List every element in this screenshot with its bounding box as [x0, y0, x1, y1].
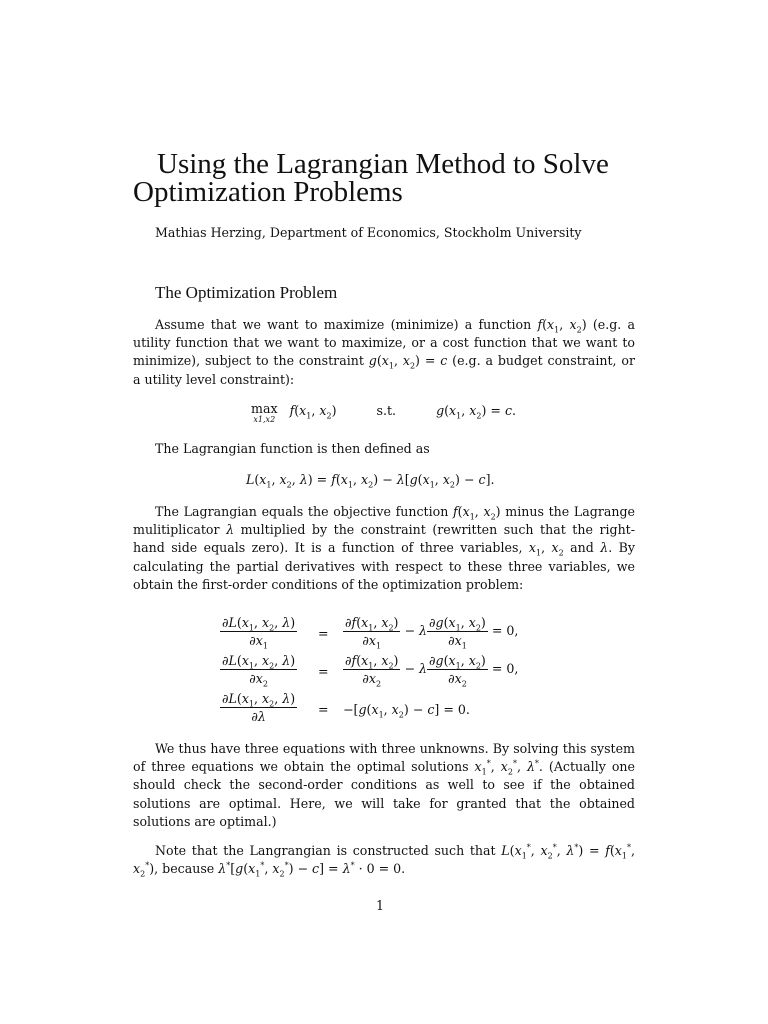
foc-row-3: $\frac{\partial L(x_1, x_2, \lambda)}{\partial\lambda}$ — [222, 691, 296, 724]
author-line: Mathias Herzing, Department of Economics, Stockholm University — [155, 225, 582, 240]
title-line-2: Optimization Problems — [133, 176, 403, 208]
paragraph-3: The Lagrangian equals the objective function $f(x_1$, $x_2$) minus the Lagrange mulitiplicator λ multiplied by the constraint (rewritten such that the right-hand side equals zero). It is a function of three variables, $x_1$, $x_2$ and λ. By calculating the partial derivatives with respect to these three variables, we obtain the first-order conditions of the optimization problem: — [133, 504, 635, 592]
document-page: Using the Lagrangian Method to Solve Optimization Problems Mathias Herzing, Department of Economics, Stockholm University The Optimization Problem Assume that we want to maximize (minimize) a function $f(x_1$, $x_2$) (e.g. a utility function that we want to maximize, or a cost function that we want to minimize), subject to the constraint $g(x_1$, $x_2) = c$ (e.g. a budget constraint, or a utility level constraint): max x1,x2 $f(x_1$, $x_2$) s.t. $g(x_1$, $x_2) = c$. The Lagrangian function is then defined as $L(x_1$, $x_2$, $\lambda) = f(x_1$, $x_2) - \lambda[g(x_1$, $x_2) - c$]. The Lagrangian equals the objective function $f(x_1$, $x_2$) minus the Lagrange mulitiplicator λ multiplied by the constraint (rewritten such that the right-hand side equals zero). It is a function of three variables, $x_1$, $x_2$ and λ. By calculating the partial derivatives with respect to these three variables, we obtain the first-order conditions of the optimization problem: $\frac{\partial L(x_1, x_2, \lambda)}{\partial x_1}$ = $\frac{\partial f(x_1, x_2)}{\partial x_1}$ − λ $\frac{\partial g(x_1, x_2)}{\partial x_1}$ = 0, $\frac{\partial L(x_1, x_2, \lambda)}{\partial x_2}$ = $\frac{\partial f(x_1, x_2)}{\partial x_2}$ − λ $\frac{\partial g(x_1, x_2)}{\partial x_2}$ = 0, $\frac{\partial L(x_1, x_2, \lambda)}{\partial\lambda}$ = $-[g(x_1$, $x_2) - c] = 0$. We thus have three equations with three unknowns. By solving this system of three equations we obtain the optimal solutions $x_1^*$, $x_2^*$, λ*. (Actually one should check the second-order conditions as well to see if the obtained solutions are optimal. Here, we will take for granted that the obtained solutions are optimal.) Note that the Langrangian is constructed such that $L(x_1^*$, $x_2^*$, $\lambda^*) = f(x_1^*$, $x_2^*$), because $\lambda^*[g(x_1^*$, $x_2^*) - c] = \lambda^* \cdot 0 = 0$. 1 — [0, 0, 768, 1024]
page-number: 1 — [376, 898, 385, 913]
foc-row-2: $\frac{\partial L(x_1, x_2, \lambda)}{\partial x_2}$ — [222, 653, 296, 689]
foc-row-1: $\frac{\partial L(x_1, x_2, \lambda)}{\partial x_1}$ — [222, 615, 296, 651]
paragraph-5: Note that the Langrangian is constructed such that $L(x_1^*$, $x_2^*$, $\lambda^*) = f(x_1^*$, $x_2^*$), because $\lambda^*[g(x_1^*$, $x_2^*) - c] = \lambda^* \cdot 0 = 0$. — [133, 842, 635, 879]
paragraph-4: We thus have three equations with three unknowns. By solving this system of three equations we obtain the optimal solutions $x_1^*$, $x_2^*$, λ*. (Actually one should check the second-order conditions as well to see if the obtained solutions are optimal. Here, we will take for granted that the obtained solutions are optimal.) — [133, 741, 635, 829]
equation-lagrangian: $L(x_1$, $x_2$, $\lambda) = f(x_1$, $x_2) - \lambda[g(x_1$, $x_2) - c$]. — [246, 472, 495, 490]
paragraph-1: Assume that we want to maximize (minimize) a function $f(x_1$, $x_2$) (e.g. a utility function that we want to maximize, or a cost function that we want to minimize), subject to the constraint $g(x_1$, $x_2) = c$ (e.g. a budget constraint, or a utility level constraint): — [133, 317, 635, 387]
equation-optimization: max x1,x2 $f(x_1$, $x_2$) s.t. $g(x_1$, $x_2) = c$. — [251, 401, 517, 424]
title-line-1: Using the Lagrangian Method to Solve — [157, 148, 609, 180]
paragraph-2: The Lagrangian function is then defined as — [155, 441, 430, 456]
document-title — [133, 150, 733, 206]
section-heading: The Optimization Problem — [155, 283, 338, 302]
